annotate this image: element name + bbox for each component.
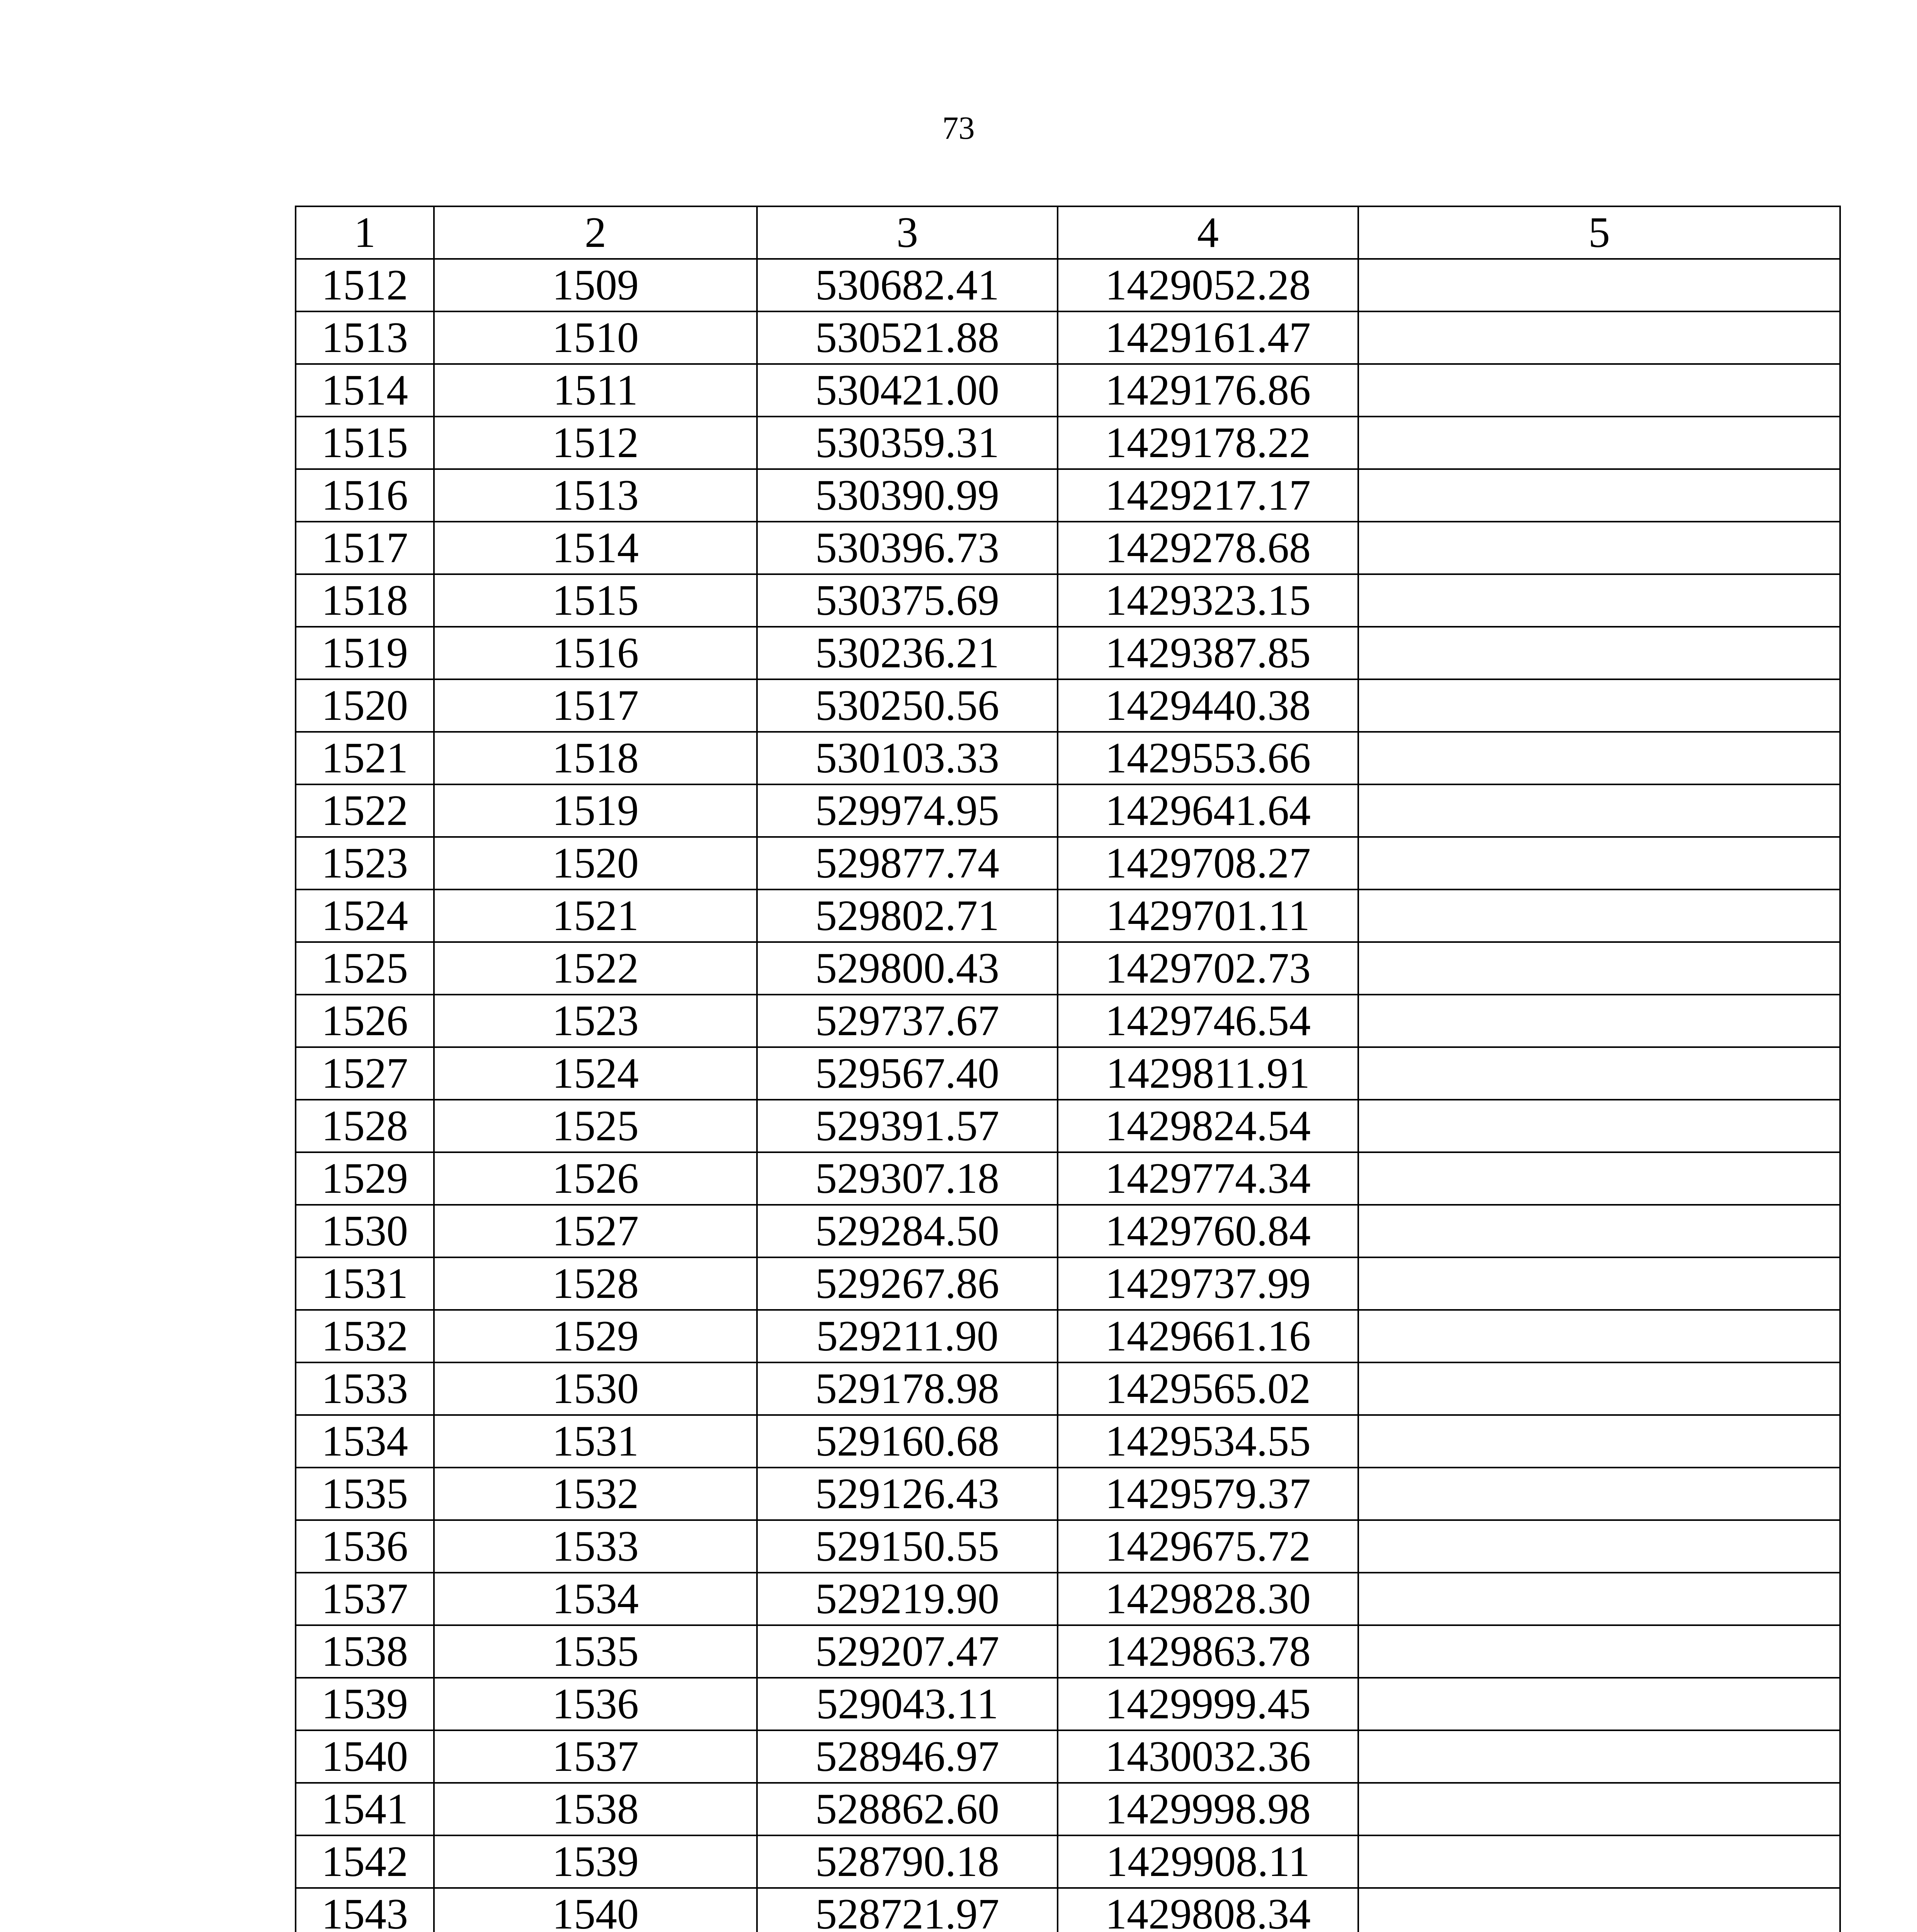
table-cell bbox=[1358, 1362, 1840, 1415]
table-cell: 529126.43 bbox=[757, 1468, 1058, 1520]
table-cell: 1429863.78 bbox=[1058, 1625, 1358, 1678]
table-cell: 529219.90 bbox=[757, 1573, 1058, 1625]
table-cell: 1538 bbox=[296, 1625, 434, 1678]
table-cell: 1429278.68 bbox=[1058, 522, 1358, 574]
table-row bbox=[296, 837, 1840, 889]
table-cell bbox=[1358, 1100, 1840, 1152]
table-cell: 529150.55 bbox=[757, 1520, 1058, 1573]
table-cell bbox=[1358, 732, 1840, 784]
table-row bbox=[296, 1888, 1840, 1932]
table-cell: 1529 bbox=[434, 1310, 757, 1362]
table-cell bbox=[1358, 679, 1840, 732]
table-cell: 529207.47 bbox=[757, 1625, 1058, 1678]
table-cell: 1535 bbox=[434, 1625, 757, 1678]
table-cell: 1517 bbox=[434, 679, 757, 732]
table-cell bbox=[1358, 417, 1840, 469]
table-cell: 1429323.15 bbox=[1058, 574, 1358, 627]
table-cell: 1518 bbox=[296, 574, 434, 627]
table-cell: 1536 bbox=[296, 1520, 434, 1573]
column-header: 1 bbox=[296, 206, 434, 259]
table-row bbox=[296, 1520, 1840, 1573]
table-cell: 528790.18 bbox=[757, 1835, 1058, 1888]
table-cell: 528721.97 bbox=[757, 1888, 1058, 1932]
table-cell: 1531 bbox=[296, 1257, 434, 1310]
table-cell: 1513 bbox=[296, 311, 434, 364]
table-body bbox=[296, 259, 1840, 1932]
column-header: 4 bbox=[1058, 206, 1358, 259]
table-cell bbox=[1358, 1257, 1840, 1310]
table-row bbox=[296, 1415, 1840, 1468]
table-cell: 530682.41 bbox=[757, 259, 1058, 311]
table-cell: 1540 bbox=[296, 1730, 434, 1783]
table-cell bbox=[1358, 784, 1840, 837]
table-cell: 1513 bbox=[434, 469, 757, 522]
table-cell: 1534 bbox=[434, 1573, 757, 1625]
table-row bbox=[296, 1205, 1840, 1257]
table-cell bbox=[1358, 1678, 1840, 1730]
table-cell bbox=[1358, 1152, 1840, 1205]
table-cell: 1429908.11 bbox=[1058, 1835, 1358, 1888]
table-row bbox=[296, 1678, 1840, 1730]
table-cell: 1514 bbox=[434, 522, 757, 574]
table-row bbox=[296, 1468, 1840, 1520]
table-cell bbox=[1358, 1310, 1840, 1362]
table-cell: 529284.50 bbox=[757, 1205, 1058, 1257]
table-cell: 1523 bbox=[296, 837, 434, 889]
table-cell: 1429808.34 bbox=[1058, 1888, 1358, 1932]
table-cell: 1429440.38 bbox=[1058, 679, 1358, 732]
table-cell: 1527 bbox=[434, 1205, 757, 1257]
table-cell: 1429553.66 bbox=[1058, 732, 1358, 784]
table-cell: 1533 bbox=[434, 1520, 757, 1573]
table-cell: 530390.99 bbox=[757, 469, 1058, 522]
table-cell: 1528 bbox=[434, 1257, 757, 1310]
table-cell: 1429217.17 bbox=[1058, 469, 1358, 522]
table-cell: 1429641.64 bbox=[1058, 784, 1358, 837]
table-cell: 530250.56 bbox=[757, 679, 1058, 732]
table-cell: 1429661.16 bbox=[1058, 1310, 1358, 1362]
table-cell: 1514 bbox=[296, 364, 434, 417]
table-row bbox=[296, 784, 1840, 837]
table-cell bbox=[1358, 1047, 1840, 1100]
table-cell bbox=[1358, 311, 1840, 364]
table-cell: 1429702.73 bbox=[1058, 942, 1358, 995]
table-cell: 1429999.45 bbox=[1058, 1678, 1358, 1730]
table-cell bbox=[1358, 1415, 1840, 1468]
table-cell: 1538 bbox=[434, 1783, 757, 1835]
table-row bbox=[296, 574, 1840, 627]
table-cell: 1429811.91 bbox=[1058, 1047, 1358, 1100]
table-cell: 1429737.99 bbox=[1058, 1257, 1358, 1310]
column-header: 2 bbox=[434, 206, 757, 259]
table-cell: 1512 bbox=[434, 417, 757, 469]
table-cell: 1521 bbox=[296, 732, 434, 784]
table-cell: 529391.57 bbox=[757, 1100, 1058, 1152]
table-row bbox=[296, 1730, 1840, 1783]
table-row bbox=[296, 522, 1840, 574]
table-cell bbox=[1358, 1835, 1840, 1888]
table-row bbox=[296, 417, 1840, 469]
table-cell: 1512 bbox=[296, 259, 434, 311]
table-cell: 1509 bbox=[434, 259, 757, 311]
table-row bbox=[296, 1835, 1840, 1888]
table-cell: 1532 bbox=[296, 1310, 434, 1362]
table-cell: 1525 bbox=[296, 942, 434, 995]
table-cell: 1537 bbox=[296, 1573, 434, 1625]
table-cell bbox=[1358, 889, 1840, 942]
table-row bbox=[296, 627, 1840, 679]
table-cell: 1537 bbox=[434, 1730, 757, 1783]
table-cell bbox=[1358, 1888, 1840, 1932]
column-header: 5 bbox=[1358, 206, 1840, 259]
table-cell: 1539 bbox=[434, 1835, 757, 1888]
table-row bbox=[296, 679, 1840, 732]
table-cell: 1524 bbox=[296, 889, 434, 942]
table-cell: 529737.67 bbox=[757, 995, 1058, 1047]
table-cell: 1520 bbox=[434, 837, 757, 889]
table-row bbox=[296, 1573, 1840, 1625]
table-cell: 1536 bbox=[434, 1678, 757, 1730]
table-cell: 529160.68 bbox=[757, 1415, 1058, 1468]
table-cell: 529267.86 bbox=[757, 1257, 1058, 1310]
table-cell: 1522 bbox=[434, 942, 757, 995]
table-cell: 1534 bbox=[296, 1415, 434, 1468]
table-cell: 1429579.37 bbox=[1058, 1468, 1358, 1520]
table-cell bbox=[1358, 574, 1840, 627]
table-cell: 1429161.47 bbox=[1058, 311, 1358, 364]
table-cell bbox=[1358, 259, 1840, 311]
page-number: 73 bbox=[942, 110, 975, 146]
table-row bbox=[296, 1310, 1840, 1362]
table-cell: 1518 bbox=[434, 732, 757, 784]
table-row bbox=[296, 311, 1840, 364]
table-cell: 529877.74 bbox=[757, 837, 1058, 889]
table-cell: 1429701.11 bbox=[1058, 889, 1358, 942]
table-cell bbox=[1358, 522, 1840, 574]
table-cell: 1429052.28 bbox=[1058, 259, 1358, 311]
table-cell bbox=[1358, 364, 1840, 417]
table-cell bbox=[1358, 995, 1840, 1047]
table-row bbox=[296, 1783, 1840, 1835]
table-cell: 1530 bbox=[434, 1362, 757, 1415]
coordinates-table bbox=[295, 206, 1841, 1932]
table-cell: 1429675.72 bbox=[1058, 1520, 1358, 1573]
table-cell: 1531 bbox=[434, 1415, 757, 1468]
table-cell bbox=[1358, 627, 1840, 679]
table-row bbox=[296, 1257, 1840, 1310]
table-cell: 1516 bbox=[296, 469, 434, 522]
table-cell bbox=[1358, 469, 1840, 522]
table-cell: 1526 bbox=[434, 1152, 757, 1205]
table-row bbox=[296, 1100, 1840, 1152]
table-cell: 528862.60 bbox=[757, 1783, 1058, 1835]
table-cell: 1429824.54 bbox=[1058, 1100, 1358, 1152]
table-cell: 530236.21 bbox=[757, 627, 1058, 679]
table-cell: 1521 bbox=[434, 889, 757, 942]
column-header: 3 bbox=[757, 206, 1058, 259]
table-cell: 1542 bbox=[296, 1835, 434, 1888]
table-cell: 529800.43 bbox=[757, 942, 1058, 995]
table-cell: 1524 bbox=[434, 1047, 757, 1100]
table-cell: 530359.31 bbox=[757, 417, 1058, 469]
table-cell bbox=[1358, 1468, 1840, 1520]
table-cell: 529178.98 bbox=[757, 1362, 1058, 1415]
table-cell: 1429534.55 bbox=[1058, 1415, 1358, 1468]
table-cell: 1429760.84 bbox=[1058, 1205, 1358, 1257]
table-cell: 1520 bbox=[296, 679, 434, 732]
table-cell: 1539 bbox=[296, 1678, 434, 1730]
table-row bbox=[296, 995, 1840, 1047]
table-cell: 1535 bbox=[296, 1468, 434, 1520]
table-row bbox=[296, 469, 1840, 522]
table-cell: 529567.40 bbox=[757, 1047, 1058, 1100]
table-cell: 529211.90 bbox=[757, 1310, 1058, 1362]
table-cell: 1517 bbox=[296, 522, 434, 574]
table-cell: 1429998.98 bbox=[1058, 1783, 1358, 1835]
table-cell bbox=[1358, 1730, 1840, 1783]
table-cell: 1523 bbox=[434, 995, 757, 1047]
table-cell bbox=[1358, 1205, 1840, 1257]
table-cell: 1533 bbox=[296, 1362, 434, 1415]
table-cell: 1429565.02 bbox=[1058, 1362, 1358, 1415]
table-cell: 1528 bbox=[296, 1100, 434, 1152]
table-row bbox=[296, 732, 1840, 784]
table-row bbox=[296, 259, 1840, 311]
table-cell: 1519 bbox=[296, 627, 434, 679]
table-cell: 1515 bbox=[434, 574, 757, 627]
table-cell: 1429176.86 bbox=[1058, 364, 1358, 417]
table-cell: 1527 bbox=[296, 1047, 434, 1100]
table-cell: 1429708.27 bbox=[1058, 837, 1358, 889]
table-cell: 529802.71 bbox=[757, 889, 1058, 942]
table-cell: 1429746.54 bbox=[1058, 995, 1358, 1047]
table-cell: 1429387.85 bbox=[1058, 627, 1358, 679]
table-cell bbox=[1358, 1520, 1840, 1573]
table-cell: 529043.11 bbox=[757, 1678, 1058, 1730]
table-row bbox=[296, 889, 1840, 942]
table-cell bbox=[1358, 1783, 1840, 1835]
table-cell: 1519 bbox=[434, 784, 757, 837]
table-cell bbox=[1358, 837, 1840, 889]
table-row bbox=[296, 1152, 1840, 1205]
table-row bbox=[296, 1362, 1840, 1415]
table-cell: 528946.97 bbox=[757, 1730, 1058, 1783]
table-cell: 1541 bbox=[296, 1783, 434, 1835]
table-cell: 530521.88 bbox=[757, 311, 1058, 364]
table-cell: 529974.95 bbox=[757, 784, 1058, 837]
table-row bbox=[296, 942, 1840, 995]
table-cell: 1525 bbox=[434, 1100, 757, 1152]
table-cell: 1516 bbox=[434, 627, 757, 679]
table-cell: 530103.33 bbox=[757, 732, 1058, 784]
table-cell bbox=[1358, 1625, 1840, 1678]
table-cell: 1515 bbox=[296, 417, 434, 469]
table-cell: 530421.00 bbox=[757, 364, 1058, 417]
table-cell: 1511 bbox=[434, 364, 757, 417]
table-cell: 1522 bbox=[296, 784, 434, 837]
table-row bbox=[296, 1047, 1840, 1100]
table-cell: 1540 bbox=[434, 1888, 757, 1932]
table-cell bbox=[1358, 1573, 1840, 1625]
table-cell: 1543 bbox=[296, 1888, 434, 1932]
table-cell: 1429774.34 bbox=[1058, 1152, 1358, 1205]
table-cell: 1430032.36 bbox=[1058, 1730, 1358, 1783]
table-cell: 1429828.30 bbox=[1058, 1573, 1358, 1625]
table-cell: 530396.73 bbox=[757, 522, 1058, 574]
table-header-row bbox=[296, 206, 1840, 259]
table-cell: 1529 bbox=[296, 1152, 434, 1205]
table-row bbox=[296, 364, 1840, 417]
table-cell: 1532 bbox=[434, 1468, 757, 1520]
table-cell: 529307.18 bbox=[757, 1152, 1058, 1205]
table-cell: 1510 bbox=[434, 311, 757, 364]
table-row bbox=[296, 1625, 1840, 1678]
table-cell: 1526 bbox=[296, 995, 434, 1047]
table-cell: 1429178.22 bbox=[1058, 417, 1358, 469]
table-cell: 1530 bbox=[296, 1205, 434, 1257]
table-cell bbox=[1358, 942, 1840, 995]
table-cell: 530375.69 bbox=[757, 574, 1058, 627]
